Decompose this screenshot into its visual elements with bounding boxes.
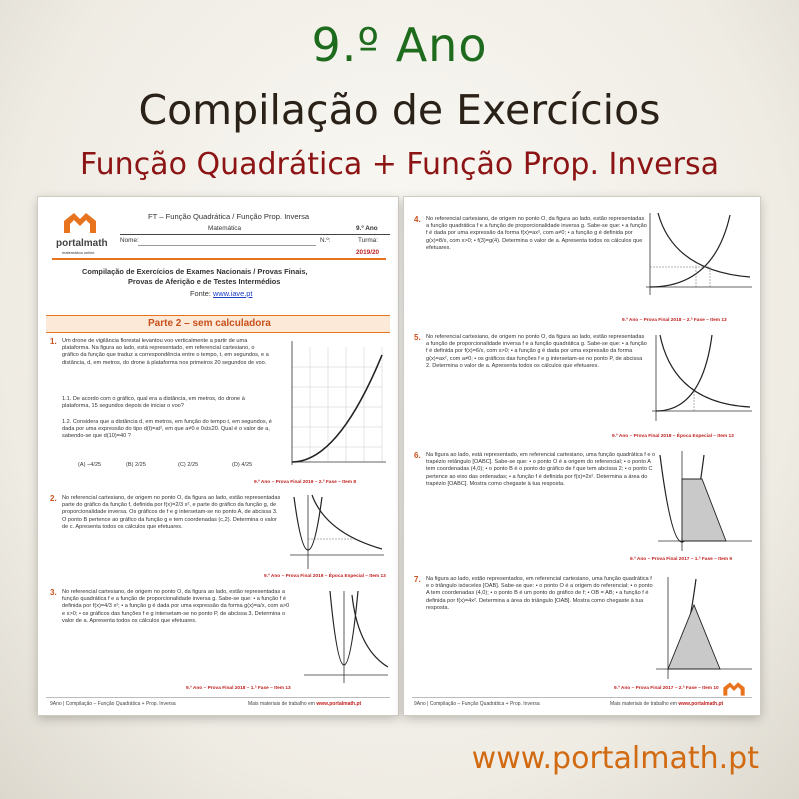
logo-tagline: matemática online [62, 250, 95, 255]
exercise-source: 9.º Ano – Prova Final 2017 – 1.ª Fase – Item 9 [630, 557, 732, 562]
answer-option: (A) −4/25 [78, 462, 102, 468]
exercise-source: 9.º Ano – Prova Final 2018 – 1.ª Fase – Item 13 [186, 686, 291, 691]
footer-right [610, 701, 723, 707]
answer-option: (C) 2/25 [178, 462, 199, 468]
logo-text: portalmath [56, 238, 108, 249]
exercise-text: Na figura ao lado, estão representados, em referencial cartesiano, uma função quadrática f e o triângulo isósceles [OAB]. Sabe-se que: • o ponto O é a origem do referencial; • o ponto A tem coordenadas (4,0); • o ponto B é um ponto do gráfico de f; • OB = AB; • a função f é definida por f(x)=4x². Determina a área do triângulo [OAB]. Mostra como chegaste à tua resposta. [426, 576, 653, 611]
footer-link[interactable]: www.portalmath.pt [678, 701, 724, 707]
exercise-number: 6. [414, 451, 421, 460]
exercise-number: 2. [50, 494, 57, 503]
exercise-source: 9.º Ano – Prova Final 2019 – 2.ª Fase – Item 8 [254, 480, 356, 485]
worksheet-page-right [404, 197, 760, 715]
subject-label: Matemática [208, 225, 242, 232]
doc-title: FT – Função Quadrática / Função Prop. Inversa [148, 212, 310, 221]
answer-option: (D) 4/25 [232, 462, 253, 468]
footer-label: Mais materiais de trabalho em [610, 701, 677, 707]
exercise-text: No referencial cartesiano, de origem no ponto O, da figura ao lado, estão representadas a função quadrática f e a função de proporcionalidade inversa g. Sabe-se que: • a função f é definida por f(x)=4/3 x²; • a função g é dada por uma expressão da forma g(x)=a/x, com a>0 e x>0; • os gráficos das funções f e g intersetam-se no ponto P, de abcissa 3. Determina o valor de a. Apresenta todos os cálculos que efetuares. [62, 589, 290, 624]
compilation-line-1: Compilação de Exercícios de Exames Nacionais / Provas Finais, [82, 267, 308, 276]
school-year: 2019/20 [356, 249, 380, 256]
footer-label: Mais materiais de trabalho em [248, 701, 315, 707]
exercise-source: 9.º Ano – Prova Final 2017 – 2.ª Fase – Item 10 [614, 686, 719, 691]
website-url[interactable]: www.portalmath.pt [471, 741, 759, 776]
answer-option: (B) 2/25 [126, 462, 146, 468]
exercise-source: 9.º Ano – Prova Final 2018 – 2.ª Fase – Item 13 [622, 318, 727, 323]
exercise-number: 5. [414, 333, 421, 342]
exercise-3-graph [300, 589, 390, 685]
exercise-number: 7. [414, 575, 421, 584]
exercise-number: 4. [414, 215, 421, 224]
footer-link[interactable]: www.portalmath.pt [316, 701, 362, 707]
exercise-number: 1. [50, 337, 57, 346]
exercise-6-graph [656, 449, 754, 553]
exercise-2-graph [286, 493, 386, 571]
title-heading: Compilação de Exercícios [138, 86, 661, 134]
grade-label: 9.º Ano [356, 225, 378, 232]
exercise-source: 9.º Ano – Prova Final 2018 – Época Especial – Item 13 [612, 434, 734, 439]
drone-distance-graph [278, 337, 388, 477]
part-title: Parte 2 – sem calculadora [148, 318, 271, 329]
exercise-5-graph [650, 333, 754, 423]
footer-left: 9Ano | Compilação – Função Quadrática + Prop. Inversa [414, 701, 540, 707]
exercise-source: 9.º Ano – Prova Final 2019 – Época Especial – Item 13 [264, 574, 386, 579]
exercise-7-graph [654, 575, 754, 681]
exercise-4-graph [644, 211, 754, 297]
grade-heading: 9.º Ano [311, 18, 488, 72]
footer-right [248, 701, 361, 707]
exercise-text: No referencial cartesiano, de origem no ponto O, da figura ao lado, estão representadas a função de proporcionalidade inversa f e a função quadrática g. Sabe-se que: • a função f é definida por f(x)=6/x, com x>0; • a função g é dada por uma expressão da forma g(x)=ax², com a≠0; • os gráficos das funções f e g intersetam-se no ponto P, de abcissa 2. Determina o valor de a. Apresenta todos os cálculos que efetuares. [426, 334, 647, 369]
name-label: Nome: [120, 237, 139, 244]
source-link[interactable]: www.iave.pt [213, 289, 253, 298]
portalmath-logo-icon [722, 681, 746, 697]
subtitle-heading: Função Quadrática + Função Prop. Inversa [80, 147, 719, 182]
exercise-subitem: 1.1. De acordo com o gráfico, qual era a distância, em metros, do drone à plataforma, 15 segundos depois de iniciar o voo? [62, 396, 245, 410]
source-line [190, 289, 252, 298]
worksheet-page-left [38, 197, 398, 715]
class-label: Turma: [358, 237, 379, 244]
source-label: Fonte: [190, 289, 211, 298]
exercise-text: Na figura ao lado, está representado, em referencial cartesiano, uma função quadrática f e o trapézio retângulo [OABC]. Sabe-se que: • o ponto O é a origem do referencial; • o ponto A tem coordenadas (4,0); • o ponto B é o ponto do gráfico de f que tem abcissa 2; • o ponto C pertence ao eixo das ordenadas; • a função f é definida por f(x)=2x². Determina a área do trapézio [OABC]. Mostra como chegaste à tua resposta. [426, 452, 656, 487]
number-label: N.º: [320, 237, 331, 244]
exercise-text: No referencial cartesiano, de origem no ponto O, da figura ao lado, estão representadas a função quadrática f e a função de proporcionalidade inversa g. Sabe-se que: • a função f é dada por uma expressão da forma f(x)=ax², com a≠0; • a função g é definida por g(x)=8/x, com x>0; • f(3)=g(4). Determina o valor de a. Apresenta todos os cálculos que efetuares. [426, 216, 647, 251]
exercise-number: 3. [50, 588, 57, 597]
exercise-text: No referencial cartesiano, de origem no ponto O, da figura ao lado, estão representadas parte do gráfico da função f, definida por f(x)=2/3 x², e parte do gráfico da função g, de proporcionalidade inversa. Os gráficos de f e g intersetam-se no ponto A, de abcissa 3. O ponto B pertence ao gráfico da função g e tem coordenadas (c,2). Determina o valor de c. Apresenta todos os cálculos que efetuares. [62, 495, 281, 530]
exercise-subitem: 1.2. Considera que a distância d, em metros, em função do tempo t, em segundos, é dada por uma expressão do tipo d(t)=at², em que a≠0 e 0≤t≤20. Qual é o valor de a, sabendo-se que d(10)=40 ? [62, 419, 272, 440]
exercise-text: Um drone de vigilância florestal levantou voo verticalmente a partir de uma plataforma. Na figura ao lado, está representado, em referencial cartesiano, o gráfico da função que traduz a correspondência entre o tempo, t, em segundos, e a distância, d, em metros, do drone à plataforma nos primeiros 20 segundos de voo. [62, 338, 269, 366]
portalmath-logo-icon [62, 211, 98, 235]
compilation-line-2: Provas de Aferição e de Testes Intermédios [128, 277, 281, 286]
footer-left: 9Ano | Compilação – Função Quadrática + Prop. Inversa [50, 701, 176, 707]
